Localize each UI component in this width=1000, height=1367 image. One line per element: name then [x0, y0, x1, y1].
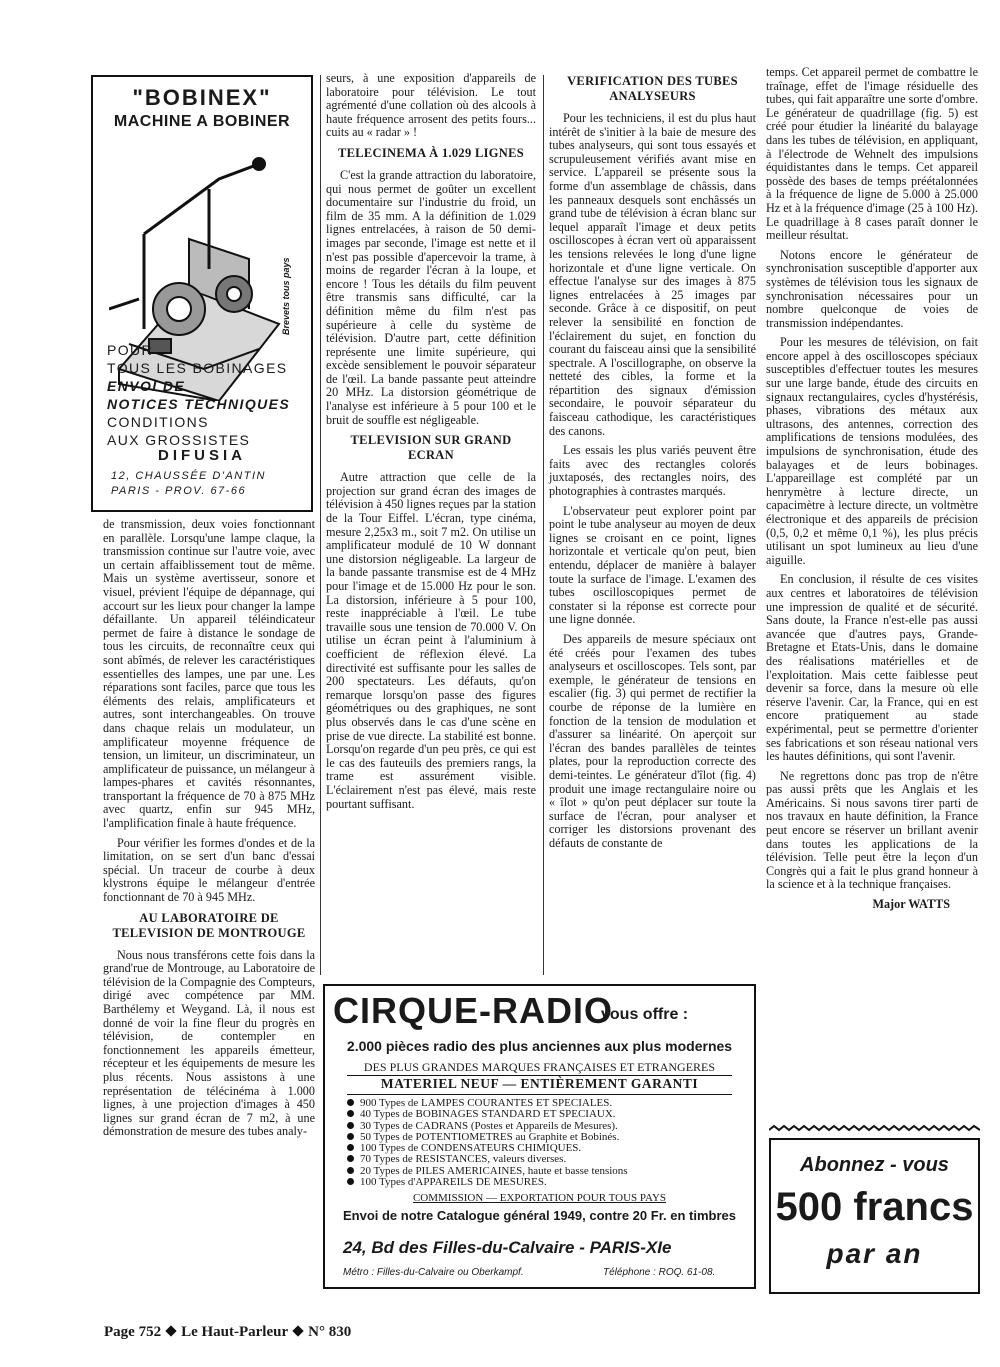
paragraph: Pour vérifier les formes d'ondes et de la limitation, on se sert d'un banc d'essai spécial. Un traceur de courbe à deux klystrons équipe le mélangeur d'entrée fonctionnant de 70 à 945 MHz. [103, 835, 315, 905]
column-1 [103, 518, 315, 1145]
bobinex-advertisement [91, 75, 313, 512]
list-item-text: 100 Types de CONDENSATEURS CHIMIQUES. [360, 1142, 582, 1155]
cirque-commission: COMMISSION — EXPORTATION POUR TOUS PAYS [412, 1192, 667, 1204]
bullet-icon [347, 1167, 354, 1174]
column-rule [320, 75, 321, 975]
cirque-address: 24, Bd des Filles-du-Calvaire - PARIS-XIe [343, 1238, 672, 1257]
list-item-text: 70 Types de RESISTANCES, valeurs diverses. [360, 1153, 567, 1166]
list-item-text: 50 Types de POTENTIOMETRES au Graphite et Bobinés. [360, 1130, 620, 1143]
bobinex-brand: DIFUSIA [158, 447, 246, 464]
bullet-icon [347, 1122, 354, 1129]
subscription-line: par an [826, 1238, 923, 1269]
cirque-catalogue: Envoi de notre Catalogue général 1949, contre 20 Fr. en timbres [342, 1208, 736, 1223]
column-3 [549, 68, 756, 856]
zigzag-border [769, 1124, 980, 1132]
subscription-line: Abonnez - vous [800, 1154, 949, 1176]
page-footer [104, 1324, 351, 1341]
cirque-product-list [347, 1098, 628, 1188]
cirque-brand: CIRQUE-RADIO [333, 990, 613, 1031]
paragraph: temps. Cet appareil permet de combattre le traînage, effet de l'image résiduelle des tubes, qui fait apparaître une sorte d'ombre. Le générateur de quadrillage (fig. 5) est créé pour étudier la linéarité du balayage dans les tubes de télévision, en appliquant, à l'électrode de Wehnelt des impulsions équidistantes dans le temps. Cet appareil possède des bases de temps préétalonnées à la fréquence de ligne de 5.000 à 25.000 Hz et à la fréquence d'image (25 à 100 Hz). Le quadrillage à 8 cases paraît donner le meilleur résultat. [766, 65, 978, 243]
subscription-price: 500 francs [775, 1185, 974, 1229]
bobinex-title: "BOBINEX" [132, 85, 272, 110]
paragraph: C'est la grande attraction du laboratoire, qui nous permet de goûter un excellent documentaire sur l'industrie du froid, un film de 35 mm. A la définition de 1.029 lignes entrelacées, à raison de 50 demi-images par seconde, l'image est nette et il n'est pas possible d'apercevoir la trame, à moins de regarder l'écran à la loupe, et encore ! Tous les détails du film peuvent être transmis sans difficulté, car la définition même du film n'est pas supérieure à celle du système de télévision. D'autre part, cette définition représente une limite supérieure, qui excède sensiblement le pouvoir séparateur de l'œil. La bande passante peut atteindre 20 MHz. La distorsion géométrique de l'analyse est inférieure à 5 pour 100 et le bruit de souffle est négligeable. [326, 167, 536, 427]
divider [347, 1075, 732, 1076]
bobinex-line: NOTICES TECHNIQUES [107, 396, 291, 412]
column-2 [326, 72, 536, 817]
list-item-text: 20 Types de PILES AMERICAINES, haute et basse tensions [360, 1164, 628, 1177]
cirque-metro: Métro : Filles-du-Calvaire ou Oberkampf. [343, 1267, 524, 1278]
diamond-icon [292, 1325, 303, 1336]
author-signature: Major WATTS [872, 897, 950, 912]
page-number: Page 752 [104, 1324, 162, 1340]
bullet-icon [347, 1110, 354, 1117]
paragraph: Pour les techniciens, il est du plus haut intérêt de s'initier à la baie de mesure des tubes analyseurs, qui sont tous essayés et scrupuleusement vérifiés avant mise en service. L'appareil se présente sous la forme d'un assemblage de châssis, dans les panneaux desquels sont enchâssés un grand tube de télévision à écran blanc sur lequel apparaît l'image et deux petits oscilloscopes à écran vert où apparaissent les tensions relevées le long d'une ligne horizontale et d'une ligne verticale. On effectue l'analyse sur des images à 875 lignes entrelacées à 25 images par seconde. Grâce à ce dispositif, on peut relever la sensibilité en fonction de l'éclairement du sujet, en fonction du courant du faisceau ainsi que la sensibilité spectrale. A l'oscillographe, on observe la netteté des cibles, la forme et la répartition des signaux d'émission secondaire, le pouvoir séparateur du faisceau cathodique, les caractéristiques des canons. [549, 111, 756, 438]
bobinex-line: TOUS LES BOBINAGES [107, 360, 288, 376]
column-4 [766, 66, 978, 918]
paragraph: Pour les mesures de télévision, on fait encore appel à des oscilloscopes spéciaux susceptibles d'effectuer toutes les mesures sur une large bande, étude des circuits en signaux rectangulaires, cycles d'hystérésis, phases, vibrations des métaux aux ultrasons, des antennes, correction des amplifications de tensions modulées, des impulsions de synchronisation, étude des balayages et de leurs bobinages. L'appareillage est complété par un henrymètre à lecture directe, un capacimètre à lecture directe, un voltmètre électronique et des appareils de précision (0,5, 0,2 et même 0,1 %), les plus précis utilisant un spot lumineux au lieu d'une aiguille. [766, 335, 978, 567]
paragraph: Notons encore le générateur de synchronisation susceptible d'apporter aux systèmes de télévision tous les signaux de synchronisation nécessaires pour un nombre quelconque de voies de transmission indépendantes. [766, 247, 978, 330]
list-item-text: 30 Types de CADRANS (Postes et Appareils de Mesures). [360, 1119, 618, 1132]
cirque-telephone: Téléphone : ROQ. 61-08. [603, 1267, 716, 1278]
list-item-text: 100 Types d'APPAREILS DE MESURES. [360, 1176, 547, 1189]
section-heading: AU LABORATOIRE DE TELEVISION DE MONTROUGE [112, 910, 306, 940]
paragraph: Les essais les plus variés peuvent être faits avec des rectangles colorés juxtaposés, des rectangles noirs, des photographies à contrastes marqués. [549, 443, 756, 499]
paragraph: seurs, à une exposition d'appareils de laboratoire pour télévision. Le tout agrémenté d'une collation où des alcools à haute fréquence arrosent des petits fours... cuits au « radar » ! [326, 71, 536, 140]
bullet-icon [347, 1155, 354, 1162]
paragraph: Ne regrettons donc pas trop de n'être pas aussi prêts que les Anglais et les Américains. Si nous savons tirer parti de nos travaux en haute définition, la France peut encore se réserver un brillant avenir dans toutes les applications de la télévision. Telle peut être la leçon d'un Congrès qui a fait le plus grand honneur à la science et à la technique françaises. [766, 768, 978, 892]
paragraph: Nous nous transférons cette fois dans la grand'rue de Montrouge, au Laboratoire de télévision de la Compagnie des Compteurs, dirigé avec compétence par MM. Barthélemy et Weygand. Là, il nous est donné de voir la fine fleur du progrès en télévision, de contempler en fonctionnement les appareils émetteur, récepteur et les équipements de mesure les plus récents. Nous assistons à une représentation de télécinéma à 1.000 lignes, à une projection d'images à 450 lignes sur grand écran de 7 m2, à une démonstration de mesure des tubes analy- [103, 947, 315, 1139]
cirque-line: MATERIEL NEUF — ENTIÈREMENT GARANTI [380, 1076, 699, 1091]
list-item-text: 900 Types de LAMPES COURANTES ET SPECIALES. [360, 1097, 613, 1109]
subscription-advertisement [769, 1138, 980, 1294]
paragraph: de transmission, deux voies fonctionnant en parallèle. Lorsqu'une lampe claque, la transmission continue sur l'autre voie, avec un certain affaiblissement tout de même. Mais un système avertisseur, sonore et visuel, prévient l'équipe de dépannage, qui accourt sur les lieux pour changer la lampe défaillante. Un appareil téléindicateur permet de faire à distance le sondage de tous les circuits, de reconnaître ceux qui sont abîmés, de relever les caractéristiques essentielles des lampes, une par une. Les réparations sont faciles, parce que tous les éléments des relais, amplificateurs et autres, sont interchangeables. On trouve dans chaque relais un modulateur, un amplificateur moyenne fréquence de tension, un limiteur, un discriminateur, un amplificateur de puissance, un mélangeur à lampes-phares et cavités résonnantes, transportant la fréquence de 70 à 875 MHz avec quartz, enfin sur 945 MHz, l'amplification finale à haute fréquence. [103, 517, 315, 831]
paragraph: Autre attraction que celle de la projection sur grand écran des images de télévision à 450 lignes reçues par la station de la Tour Eiffel. L'écran, type cinéma, mesure 2,25x3 m., soit 7 m2. On utilise un amplificateur modulé de 10 W donnant une distorsion négligeable. La largeur de la bande passante transmise est de 4 MHz pour l'image et de 15.000 Hz pour le son. La distorsion, inférieure à 5 pour 100, reste inappréciable à l'œil. Le tube travaille sous une tension de 70.000 V. On utilise un écran peint à l'aluminium à coefficient de réflexion élevé. La directivité est suffisante pour les salles de 200 spectateurs. Les défauts, qu'on remarque lorsqu'on passe des figures géométriques ou des graphiques, ne sont plus observés dans le cas d'une scène en prise de vue directe. La stabilité est bonne. Lorsqu'on regarde d'un peu près, ce qui est le cas des fauteuils des premiers rangs, la trame est assurément visible. L'éclairement n'est pas élevé, mais reste pourtant suffisant. [326, 470, 536, 811]
journal-name: Le Haut-Parleur [181, 1324, 289, 1340]
bobinex-line: AUX GROSSISTES [107, 432, 251, 448]
divider [347, 1094, 732, 1095]
cirque-line: DES PLUS GRANDES MARQUES FRANÇAISES ET ETRANGERES [363, 1060, 716, 1074]
paragraph: En conclusion, il résulte de ces visites aux centres et laboratoires de télévision une impression de qualité et de sécurité. Sans doute, la France n'est-elle pas aussi avancée que d'autres pays, Grande-Bretagne et Etats-Unis, dans le domaine des réalisations matérielles et de l'exploitation. Mais cette faiblesse peut devenir sa force, dans la mesure où elle réserve l'avenir. Car, la France, qui en est encore pratiquement au stade expérimental, peut se permettre d'orienter ses fabrications et son réseau national vers les hautes définitions, qui sont l'avenir. [766, 572, 978, 764]
section-heading: TELEVISION SUR GRAND ECRAN [350, 433, 512, 463]
bobinex-address-line: PARIS - PROV. 67-66 [111, 485, 247, 497]
cirque-offer: vous offre : [601, 1006, 689, 1023]
bobinex-line: POUR [107, 342, 154, 358]
column-rule [543, 75, 544, 975]
bullet-icon [347, 1099, 354, 1106]
cirque-line: 2.000 pièces radio des plus anciennes aux plus modernes [346, 1038, 733, 1054]
bobinex-lines [107, 341, 290, 449]
bobinex-address-line: 12, CHAUSSÉE D'ANTIN [111, 470, 266, 482]
bullet-icon [347, 1144, 354, 1151]
section-heading: TELECINEMA À 1.029 LIGNES [337, 145, 524, 160]
paragraph: Des appareils de mesure spéciaux ont été créés pour l'examen des tubes analyseurs et oscilloscopes. Tels sont, par exemple, le générateur de tensions en escalier (fig. 3) qui permet de rectifier la courbe de réponse de la lumière en fonction de la tension de modulation et d'assurer sa linéarité. On aperçoit sur l'écran des bandes parallèles de teintes plates, pour la reproduction correcte des demi-teintes. Le générateur d'îlot (fig. 4) produit une image rectangulaire noire ou « îlot » qu'on peut déplacer sur toute la surface de l'écran, pour analyser et corriger les distorsions provenant des défauts de constante de [549, 631, 756, 850]
bullet-icon [347, 1133, 354, 1140]
section-heading: VERIFICATION DES TUBES ANALYSEURS [567, 74, 738, 103]
list-item-text: 40 Types de BOBINAGES STANDARD ET SPECIAUX. [360, 1108, 616, 1121]
cirque-radio-advertisement [323, 984, 756, 1289]
bobinex-address [111, 469, 266, 499]
bullet-icon [347, 1178, 354, 1185]
bobinex-subtitle: MACHINE A BOBINER [113, 113, 291, 130]
issue-number: N° 830 [308, 1324, 352, 1340]
bobinex-line: ENVOI DE [107, 378, 186, 394]
bobinex-line: CONDITIONS [107, 414, 209, 430]
list-item [347, 1177, 628, 1188]
diamond-icon [165, 1325, 176, 1336]
bobinex-patent-note: Brevets tous pays [281, 257, 291, 335]
paragraph: L'observateur peut explorer point par point le tube analyseur au moyen de deux lignes se croisant en ce point, lignes horizontale et verticale qu'on peut, bien entendu, déplacer de manière à balayer toute la surface de l'image. L'examen des tubes oscilloscopiques permet de constater si la réponse est correcte pour une ligne donnée. [549, 503, 756, 627]
